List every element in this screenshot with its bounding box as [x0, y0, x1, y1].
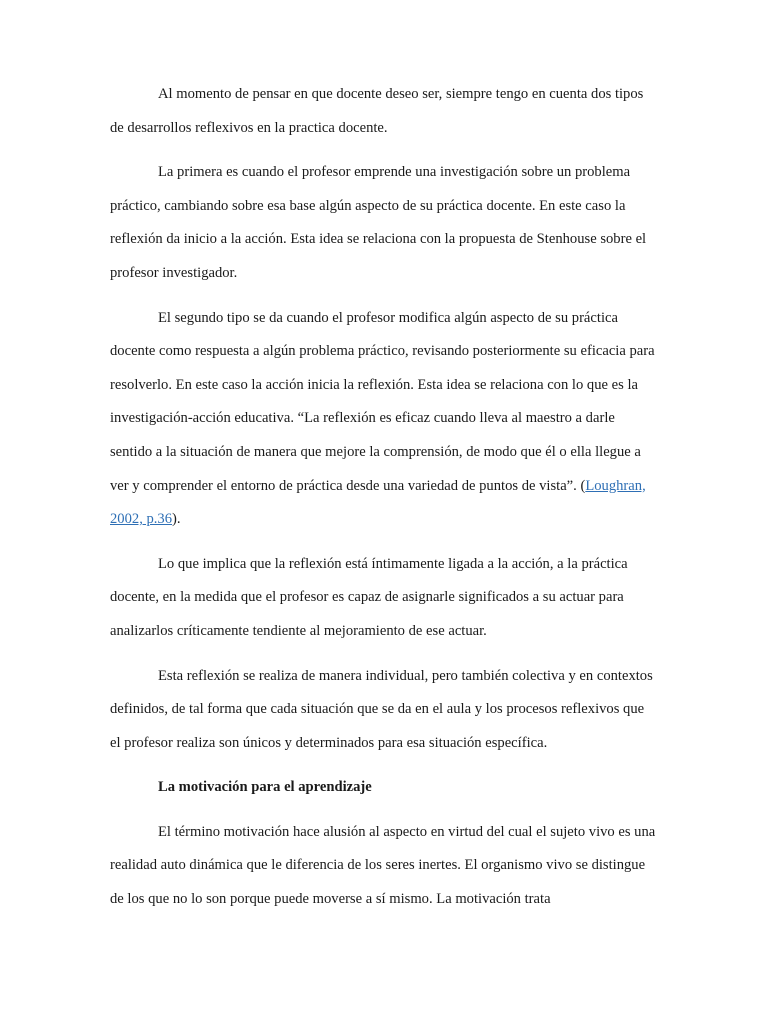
citation-link[interactable]: Loughran, 2002, p.36: [110, 477, 646, 528]
paragraph-first-type: La primera es cuando el profesor emprende una investigación sobre un problema práctico, cambiando sobre esa base algún aspecto de su práctica docente. En este caso la reflexión da inicio a la acción. Esta idea se relaciona con la propuesta de Stenhouse sobre el profesor investigador.: [110, 164, 647, 281]
paragraph-motivation: El término motivación hace alusión al aspecto en virtud del cual el sujeto vivo es una realidad auto dinámica que le diferencia de los seres inertes. El organismo vivo se distingue de los que no lo son porque puede moverse a sí mismo. La motivación trata: [110, 823, 656, 908]
paragraph-implication: Lo que implica que la reflexión está íntimamente ligada a la acción, a la práctica docente, en la medida que el profesor es capaz de asignarle significados a su actuar para analizarlos críticamente tendiente al mejoramiento de ese actuar.: [110, 555, 628, 639]
paragraph-second-type: [110, 302, 658, 537]
section-heading: La motivación para el aprendizaje: [158, 779, 372, 796]
paragraph-second-type-end: ).: [172, 511, 181, 528]
paragraph-individual-collective: Esta reflexión se realiza de manera individual, pero también colectiva y en contextos definidos, de tal forma que cada situación que se da en el aula y los procesos reflexivos que el profesor realiza son únicos y determinados para esa situación específica.: [110, 667, 653, 751]
paragraph-intro: Al momento de pensar en que docente deseo ser, siempre tengo en cuenta dos tipos de desarrollos reflexivos en la practica docente.: [110, 86, 644, 136]
paragraph-second-type-text: El segundo tipo se da cuando el profesor modifica algún aspecto de su práctica docente como respuesta a algún problema práctico, revisando posteriormente su eficacia para resolverlo. En este caso la acción inicia la reflexión. Esta idea se relaciona con lo que es la investigación-acción educativa. “La reflexión es eficaz cuando lleva al maestro a darle sentido a la situación de manera que mejore la comprensión, de modo que él o ella llegue a ver y comprender el entorno de práctica desde una variedad de puntos de vista”. (: [110, 309, 655, 494]
document-page: [110, 78, 658, 928]
